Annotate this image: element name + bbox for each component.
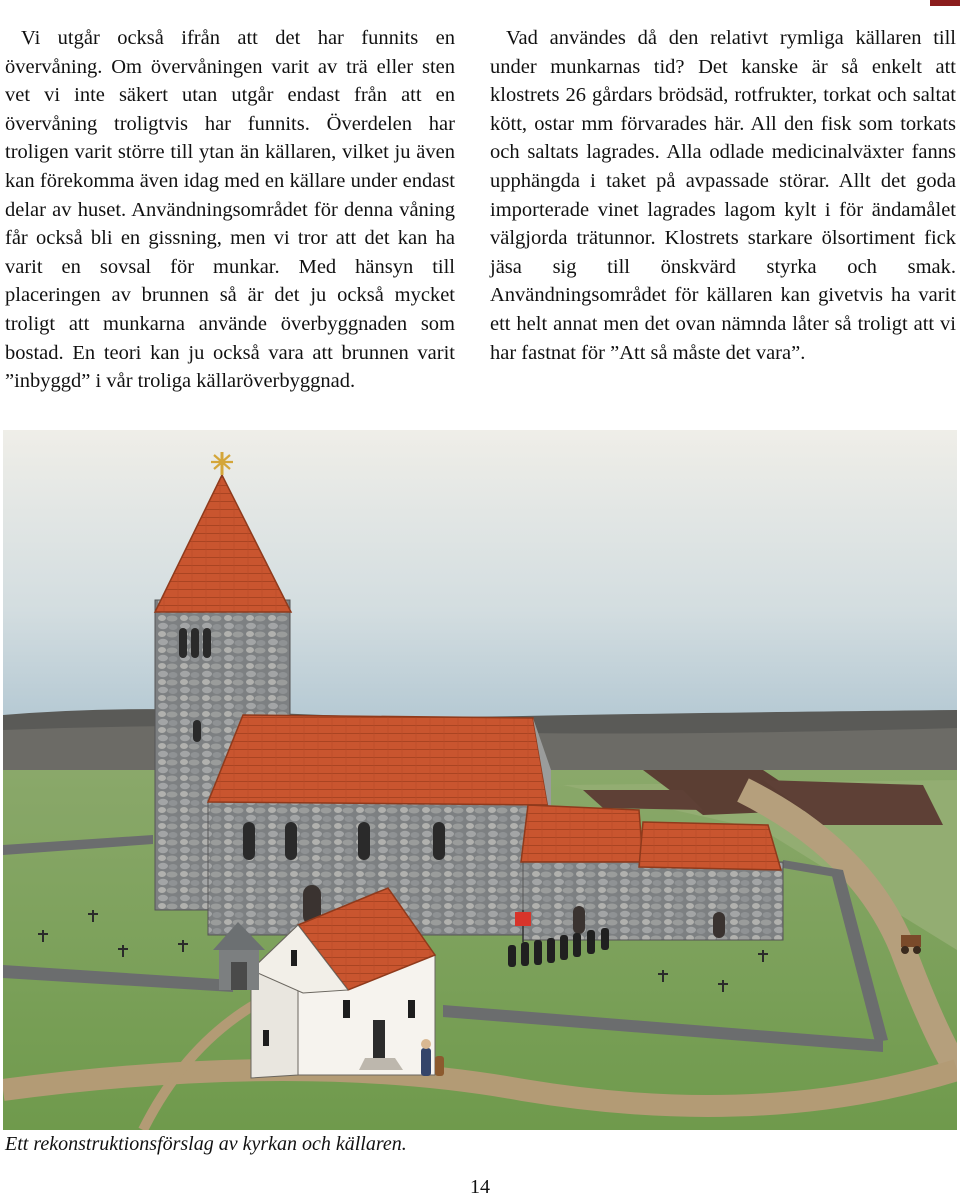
- left-text-column: [5, 24, 455, 396]
- left-paragraph: Vi utgår också ifrån att det har funnits en övervåning. Om övervåningen varit av trä eller sten vet vi inte säkert utan utgår endast från att en övervåning troligtvis har funnits. Överdelen har troligen varit större till ytan än källaren, vilket ju även kan förekomma även idag med en källare under endast delar av huset. Användningsområdet för denna våning får också bli en gissning, men vi tror att det kan ha varit en sovsal för munkar. Med hänsyn till placeringen av brunnen så är det ju också mycket troligt att munkarna använde överbyggnaden som bostad. En teori kan ju också vara att brunnen varit ”inbyggd” i vår troliga källaröverbyggnad.: [5, 27, 455, 393]
- right-text-column: [490, 24, 956, 367]
- figure-caption: Ett rekonstruktionsförslag av kyrkan och källaren.: [5, 1133, 407, 1155]
- reconstruction-illustration: [3, 430, 957, 1130]
- page-number: 14: [470, 1176, 490, 1198]
- right-paragraph: Vad användes då den relativt rymliga källaren till under munkarnas tid? Det kanske är så enkelt att klostrets 26 gårdars brödsäd, rotfrukter, torkat och saltat kött, ostar mm förvarades här. All den fisk som torkats och saltats lagrades. Alla odlade medicinalväxter fanns upphängda i taket på avpassade störar. Allt det goda importerade vinet lagrades lagom kylt i för ändamålet välgjorda trätunnor. Klostrets starkare ölsortiment fick jäsa sig till önskvärd styrka och smak. Användningsområdet för källaren kan givetvis ha varit ett helt annat men det ovan nämnda låter så troligt att vi har fastnat för ”Att så måste det vara”.: [490, 27, 956, 364]
- top-edge-bar: [930, 0, 960, 6]
- church-chancel: [521, 805, 783, 940]
